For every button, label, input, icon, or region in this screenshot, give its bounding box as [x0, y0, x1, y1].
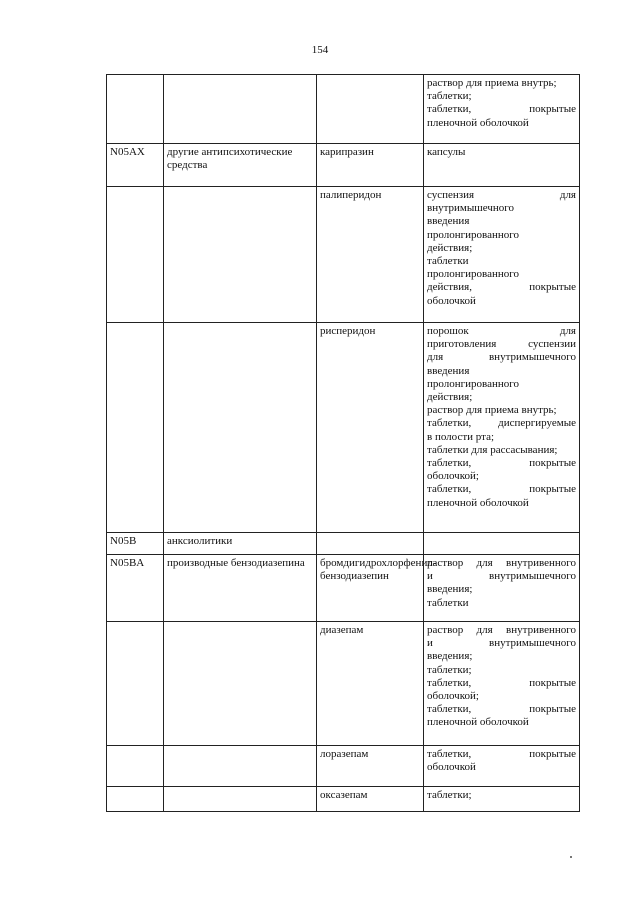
atc-code-cell	[107, 622, 164, 746]
dosage-form-line: пролонгированного	[427, 228, 519, 241]
dosage-form-line: введения	[427, 215, 470, 228]
dosage-forms-cell	[424, 533, 580, 555]
dosage-forms-cell	[424, 622, 580, 746]
dosage-form-line: таблетки, покрытые	[427, 483, 576, 496]
dosage-form-line: раствор для внутривенного	[427, 557, 576, 569]
substance-cell: лоразепам	[317, 746, 424, 787]
table-row	[107, 787, 580, 812]
substance-cell	[317, 533, 424, 555]
dosage-form-line: и внутримышечного	[427, 637, 576, 650]
dosage-form-line: в полости рта;	[427, 430, 495, 443]
dosage-form-line: приготовления суспензии	[427, 338, 576, 351]
atc-code-cell	[107, 787, 164, 812]
dosage-form-line: таблетки;	[427, 789, 472, 801]
group-name-cell	[164, 323, 317, 533]
dosage-form-line: таблетки, покрытые	[427, 457, 576, 470]
substance-cell: рисперидон	[317, 323, 424, 533]
dosage-form-line: таблетки, диспергируемые	[427, 417, 576, 430]
atc-code-cell: N05AX	[107, 144, 164, 187]
dosage-form-line: таблетки, покрытые	[427, 703, 576, 716]
dosage-form-line: порошок для	[427, 325, 576, 337]
group-name-cell: другие антипсихотические средства	[164, 144, 317, 187]
atc-code-cell: N05B	[107, 533, 164, 555]
table-row	[107, 555, 580, 622]
group-name-cell	[164, 787, 317, 812]
dosage-form-line: пленочной оболочкой	[427, 116, 529, 129]
substance-cell: диазепам	[317, 622, 424, 746]
dosage-form-line: введения;	[427, 650, 473, 663]
group-name-cell: анксиолитики	[164, 533, 317, 555]
dosage-form-line: таблетки, покрытые	[427, 748, 576, 760]
atc-code-cell	[107, 323, 164, 533]
dosage-form-line: пленочной оболочкой	[427, 496, 529, 509]
table-row	[107, 144, 580, 187]
substance-cell: оксазепам	[317, 787, 424, 812]
group-name-cell	[164, 622, 317, 746]
atc-code-cell	[107, 75, 164, 144]
dosage-forms-cell	[424, 187, 580, 323]
dosage-form-line: таблетки, покрытые	[427, 103, 576, 116]
dosage-forms-cell	[424, 75, 580, 144]
dosage-form-line: оболочкой;	[427, 470, 479, 483]
dosage-form-line: введения;	[427, 583, 473, 596]
dosage-form-line: суспензия для	[427, 189, 576, 201]
dosage-form-line: таблетки;	[427, 90, 472, 103]
dosage-form-line: введения	[427, 364, 470, 377]
table-row	[107, 187, 580, 323]
substance-cell: палиперидон	[317, 187, 424, 323]
group-name-cell	[164, 746, 317, 787]
dosage-forms-cell	[424, 746, 580, 787]
dosage-forms-cell	[424, 787, 580, 812]
group-name-cell: производные бензодиазепина	[164, 555, 317, 622]
dosage-form-line: оболочкой	[427, 294, 476, 307]
dosage-form-line: оболочкой;	[427, 690, 479, 703]
dosage-form-line: действия;	[427, 241, 473, 254]
dosage-form-line: для внутримышечного	[427, 351, 576, 364]
dosage-forms-cell	[424, 323, 580, 533]
dosage-forms-cell	[424, 555, 580, 622]
group-name-cell	[164, 75, 317, 144]
dosage-form-line: таблетки	[427, 596, 469, 609]
dosage-form-line: раствор для приема внутрь;	[427, 404, 557, 417]
group-name-cell	[164, 187, 317, 323]
table-row	[107, 323, 580, 533]
dosage-form-line: таблетки, покрытые	[427, 676, 576, 689]
dosage-form-line: внутримышечного	[427, 202, 514, 215]
dosage-form-line: раствор для приема внутрь;	[427, 77, 557, 89]
dosage-form-line: раствор для внутривенного	[427, 624, 576, 636]
dosage-form-line: и внутримышечного	[427, 570, 576, 583]
drug-table	[106, 74, 580, 812]
table-row	[107, 75, 580, 144]
table-row	[107, 746, 580, 787]
dosage-form-line: действия, покрытые	[427, 281, 576, 294]
dosage-form-line: пролонгированного	[427, 377, 519, 390]
dosage-forms-cell	[424, 144, 580, 187]
dosage-form-line: капсулы	[427, 146, 466, 158]
scan-speck	[570, 856, 572, 858]
page-number: 154	[311, 44, 329, 56]
dosage-form-line: таблетки для рассасывания;	[427, 443, 558, 456]
substance-cell	[317, 75, 424, 144]
dosage-form-line: таблетки;	[427, 663, 472, 676]
atc-code-cell	[107, 746, 164, 787]
dosage-form-line: действия;	[427, 391, 473, 404]
atc-code-cell	[107, 187, 164, 323]
table-row	[107, 622, 580, 746]
dosage-form-line: оболочкой	[427, 761, 476, 774]
substance-cell: бромдигидрохлорфенил-бензодиазепин	[317, 555, 424, 622]
dosage-form-line: пролонгированного	[427, 268, 519, 281]
dosage-form-line: пленочной оболочкой	[427, 716, 529, 729]
atc-code-cell: N05BA	[107, 555, 164, 622]
dosage-form-line: таблетки	[427, 255, 469, 268]
table-row	[107, 533, 580, 555]
substance-cell: карипразин	[317, 144, 424, 187]
